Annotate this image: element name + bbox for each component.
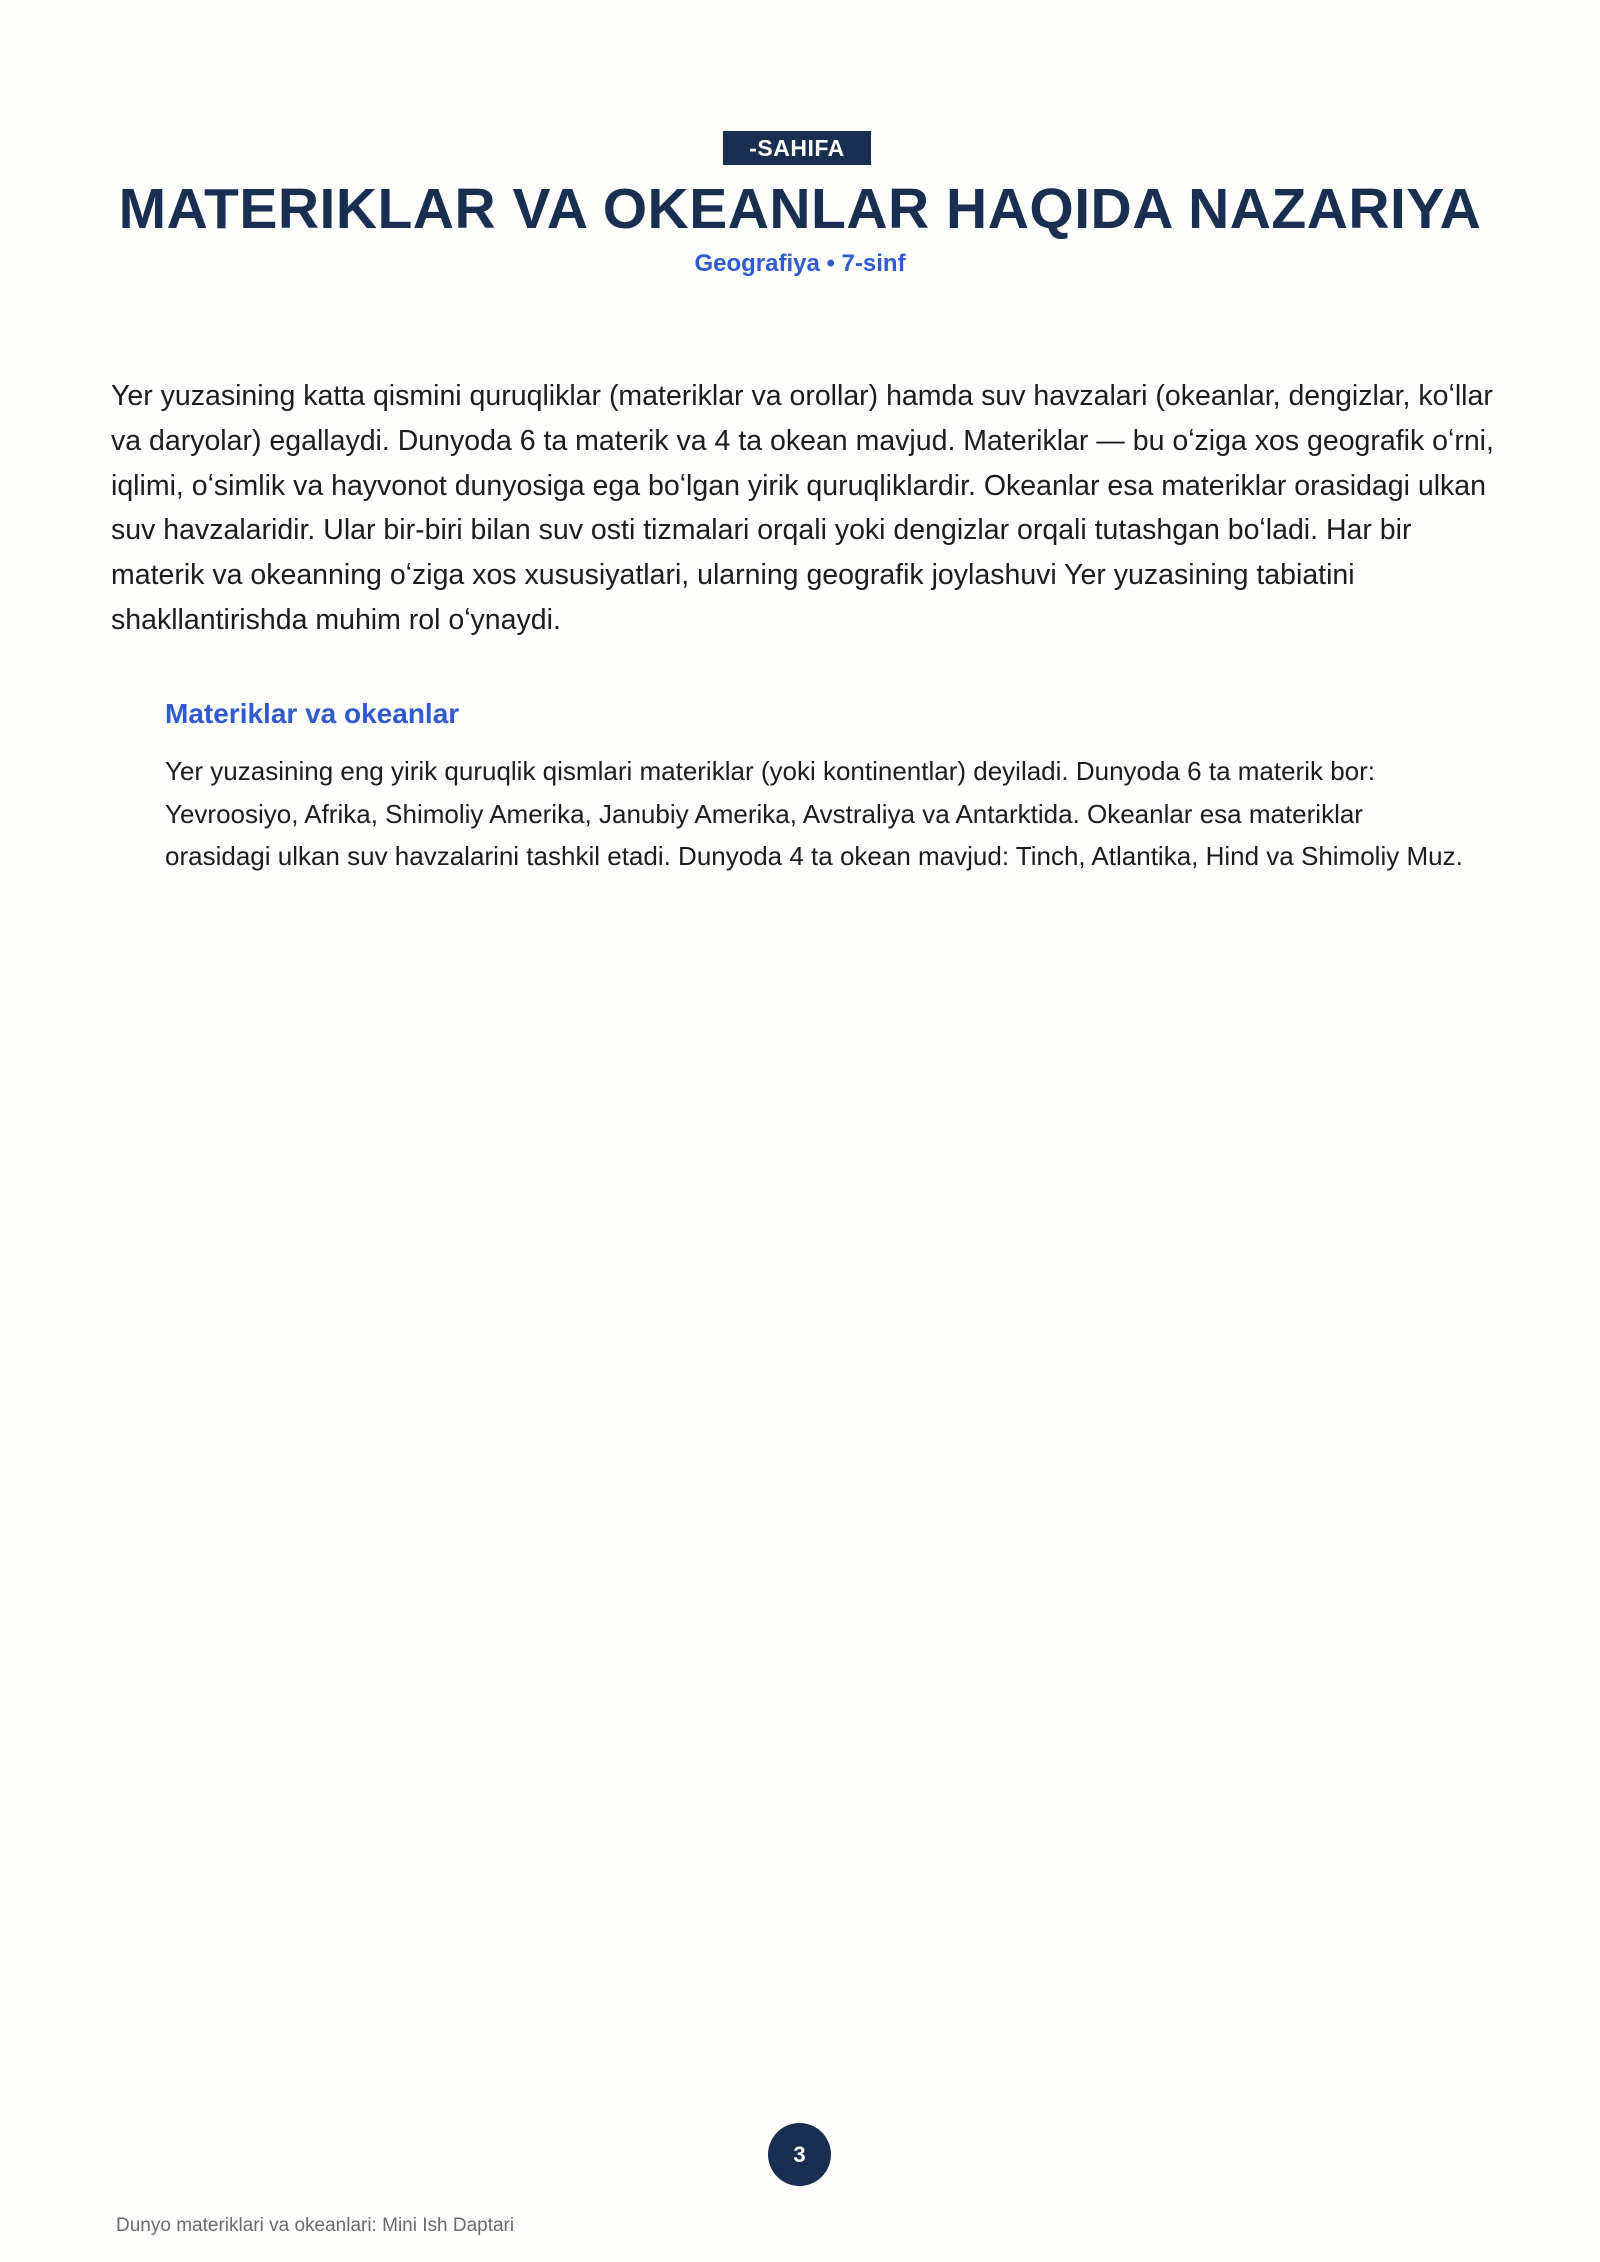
footer-text: Dunyo materiklari va okeanlari: Mini Ish Daptari bbox=[116, 2215, 515, 2236]
theory-section bbox=[165, 694, 1465, 878]
page-subtitle: Geografiya • 7-sinf bbox=[694, 250, 906, 277]
page-title: MATERIKLAR VA OKEANLAR HAQIDA NAZARIYA bbox=[118, 177, 1482, 241]
page-number-badge: 3 bbox=[768, 2123, 831, 2186]
section-paragraph: Yer yuzasining eng yirik quruqlik qismlari materiklar (yoki kontinentlar) deyiladi. Dunyoda 6 ta materik bor: Yevroosiyo, Afrika, Shimoliy Amerika, Janubiy Amerika, Avstraliya va Antarktida. Okeanlar esa materiklar orasidagi ulkan suv havzalarini tashkil etadi. Dunyoda 4 ta okean mavjud: Tinch, Atlantika, Hind va Shimoliy Muz. bbox=[165, 756, 1463, 871]
intro-paragraph: Yer yuzasining katta qismini quruqliklar (materiklar va orollar) hamda suv havzalari (okeanlar, dengizlar, koʻllar va daryolar) egallaydi. Dunyoda 6 ta materik va 4 ta okean mavjud. Materiklar — bu oʻziga xos geografik oʻrni, iqlimi, oʻsimlik va hayvonot dunyosiga ega boʻlgan yirik quruqliklardir. Okeanlar esa materiklar orasidagi ulkan suv havzalaridir. Ular bir-biri bilan suv osti tizmalari orqali yoki dengizlar orqali tutashgan boʻladi. Har bir materik va okeanning oʻziga xos xususiyatlari, ularning geografik joylashuvi Yer yuzasining tabiatini shakllantirishda muhim rol oʻynaydi. bbox=[111, 380, 1494, 636]
page-label-badge: -SAHIFA bbox=[723, 131, 871, 165]
section-heading: Materiklar va okeanlar bbox=[165, 698, 460, 729]
